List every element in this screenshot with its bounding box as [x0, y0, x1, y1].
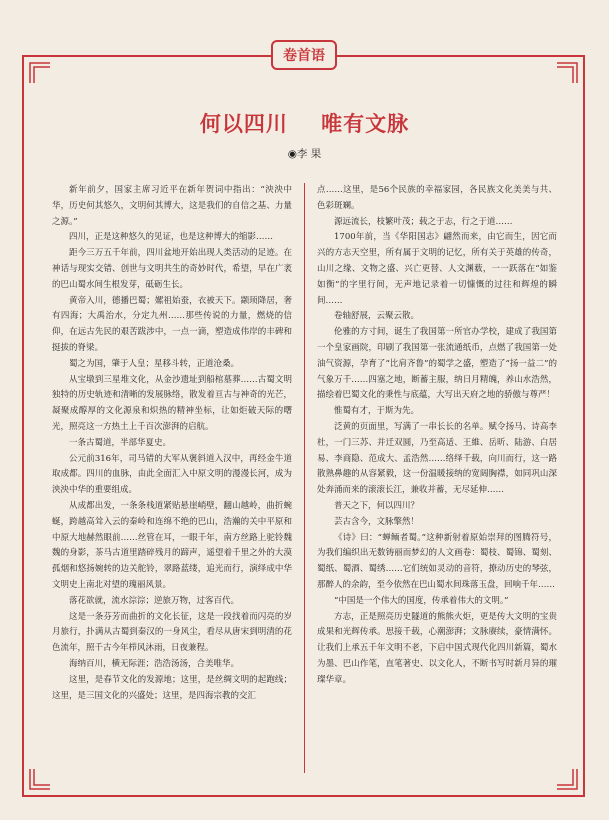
article-title: 何以四川 唯有文脉 [199, 112, 410, 136]
paragraph: 源远流长，枝繁叶茂；载之于志，行之于道…… [334, 216, 513, 227]
paragraph: 从成都出发，一条条栈道紧贴悬崖峭壁，翻山越岭，曲折蜿蜒，跨越高耸入云的秦岭和连绵不绝的巴山，浩瀚的关中平原和中原大地赫然眼前……丝管在耳，一眼千年，南方丝路上驼铃魏魏的身影，茶马古道里踏碎残月的蹄声，遥望着千里之外的大漠孤烟和悠扬婉转的边关舵铃，翠路蓝缕，追光而行，演绎成中华文明史上南北对望的瑰丽风景。 [52, 500, 292, 590]
paragraph: 惟蜀有才，于斯为先。 [334, 406, 420, 417]
paragraph: 距今三万五千年前，四川盆地开始出现人类活动的足迹。在神话与现实交错、创世与文明共生的奇妙时代，希望，早在广袤的巴山蜀水间生根发芽，砥砺生长。 [52, 248, 292, 290]
paragraph: 普天之下，何以四川？ [334, 500, 420, 511]
paragraph: 新年前夕，国家主席习近平在新年贺词中指出：“泱泱中华，历史何其悠久，文明何其博大，这是我们的自信之基、力量之源。” [52, 185, 292, 227]
section-label: 卷首语 [271, 40, 337, 70]
corner-ornament-icon [28, 767, 52, 791]
column-divider [304, 183, 305, 773]
paragraph: 四川，正是这种悠久的见证，也是这种博大的缩影…… [69, 232, 274, 243]
paragraph: 点……这里，是56个民族的幸福家园，各民族文化美美与共、色彩斑斓。 [317, 185, 557, 211]
author-byline: ◉李 果 [287, 148, 322, 160]
corner-ornament-icon [555, 61, 579, 85]
left-column [52, 183, 292, 773]
paragraph: 芸古含今，文脉擎然！ [334, 516, 420, 527]
paragraph: “中国是一个伟大的国度，传承着伟大的文明。” [334, 595, 509, 606]
paragraph: 泛黄的页面里，写满了一串长长的名单。赋令扬马、诗高李杜，一门三苏、并迁双圆，乃至高适、王維、岳昕、陆游、白居易、李商隐、范成大、孟浩然……络绎千载，向川而行，这一路散熟鼻趣的从容紧毅，这一份温暖接纳的宽阔胸襟，如同巩山深处奔涌而来的滚滚长江，兼收并蓄，无尽延伸…… [317, 421, 557, 496]
paragraph: 伦雅的方寸间，诞生了我国第一所官办学校，建成了我国第一个皇家画院，印刷了我国第一张流通纸币，点燃了我国第一处油气资源，孕育了“比肩齐鲁”的蜀学之盛，塑造了“扬一益二”的气象万千……四塞之地，断蓄主服，纳日月精魄，养山水浩然，描绘着巴蜀文化的秉性与底蕴，大写出天府之地的骄傲与尊严！ [317, 327, 557, 401]
paragraph: 这里，是春节文化的发源地；这里，是丝绸文明的起跑线；这里，是三国文化的兴盛处；这里，是四海宗教的交汇 [52, 674, 292, 701]
paragraph: 1700年前，当《华阳国志》翩然而来，由它而生，因它而兴的方志天空里，所有属于文明的记忆，所有关于英雄的传奇，山川之缘、文物之盛、兴亡更替、人文渊薮，一一跃落在“如鉴如衡”的字里行间，无声地记录着一切慷慨的过往和辉煌的瞬间…… [317, 232, 557, 306]
right-column [317, 183, 557, 773]
paragraph: 方志，正是照亮历史隧道的熊熊火炬，更是传大文明的宝贵成果和光辉传承。思接千载，心潮澎湃；文脉赓续，豪情满怀。让我们上承五千年文明不老，下启中国式现代化四川新篇，蜀水为墨、巴山作笔，直笔著史、以文化人，不断书写时新月异的璀璨华章。 [317, 611, 557, 685]
paragraph: 蜀之为国，肇于人皇；星移斗转，正道沧桑。 [69, 358, 240, 369]
paragraph: 《诗》曰：“蝉鲕者蜀。”这种新射着原始崇拜的图腾符号，为我们编织出无数铸丽而梦幻的人文画卷：蜀枝、蜀锦、蜀刻、蜀纸、蜀酒、蜀绣……它们统如灵动的音符，撩动历史的琴弦，那醉人的余韵，至今依然在巴山蜀水间珠落玉盘，回响千年…… [317, 532, 557, 590]
paragraph: 公元前316年，司马错的大军从褒斜道入汉中，再经金牛道取成都。四川的血脉，由此全面汇入中原文明的漫漫长河，成为泱泱中华的重要组成。 [52, 453, 292, 496]
paragraph: 落花欲就，流水淙淙；逆旅万物，过客百代。 [69, 595, 240, 606]
paragraph: 黄帝入川，德播巴蜀；嫘祖始蚕，衣被天下。颛顼降居，奢有四海；大禹治水，分定九州……那些传说的力量，燃烧的信仰，在远古先民的艰苦跋涉中，一点一滴，塑造成伟岸的丰碑和挺拔的脊梁。 [52, 295, 292, 353]
corner-ornament-icon [555, 767, 579, 791]
paragraph: 这是一条芬芳而曲折的文化长征，这是一段找着而闪亮的岁月旅行，扑满从古蜀到秦汉的一身风尘，看尽从唐宋到明清的花色流年，照千古今年栉风沐雨，日夜兼程。 [52, 611, 292, 654]
paragraph: 从宝墩到三星堆文化，从金沙遗址到船棺墓葬……古蜀文明独特的历史轨迹和清晰的发展脉络，散发着亘古与神奇的光芒，凝聚成醇厚的文化源泉和炽热的精神坐标，让如炬破天际的曙光，照亮这一方热土上千百次澎湃的启航。 [52, 374, 292, 432]
paragraph: 海纳百川，横无际涯；浩浩汤汤，合美唯华。 [69, 658, 240, 669]
paragraph: 卷轴舒展，云聚云散。 [334, 311, 420, 322]
corner-ornament-icon [28, 61, 52, 85]
article-body [52, 183, 557, 773]
paragraph: 一条古蜀道，半部华夏史。 [69, 437, 172, 448]
